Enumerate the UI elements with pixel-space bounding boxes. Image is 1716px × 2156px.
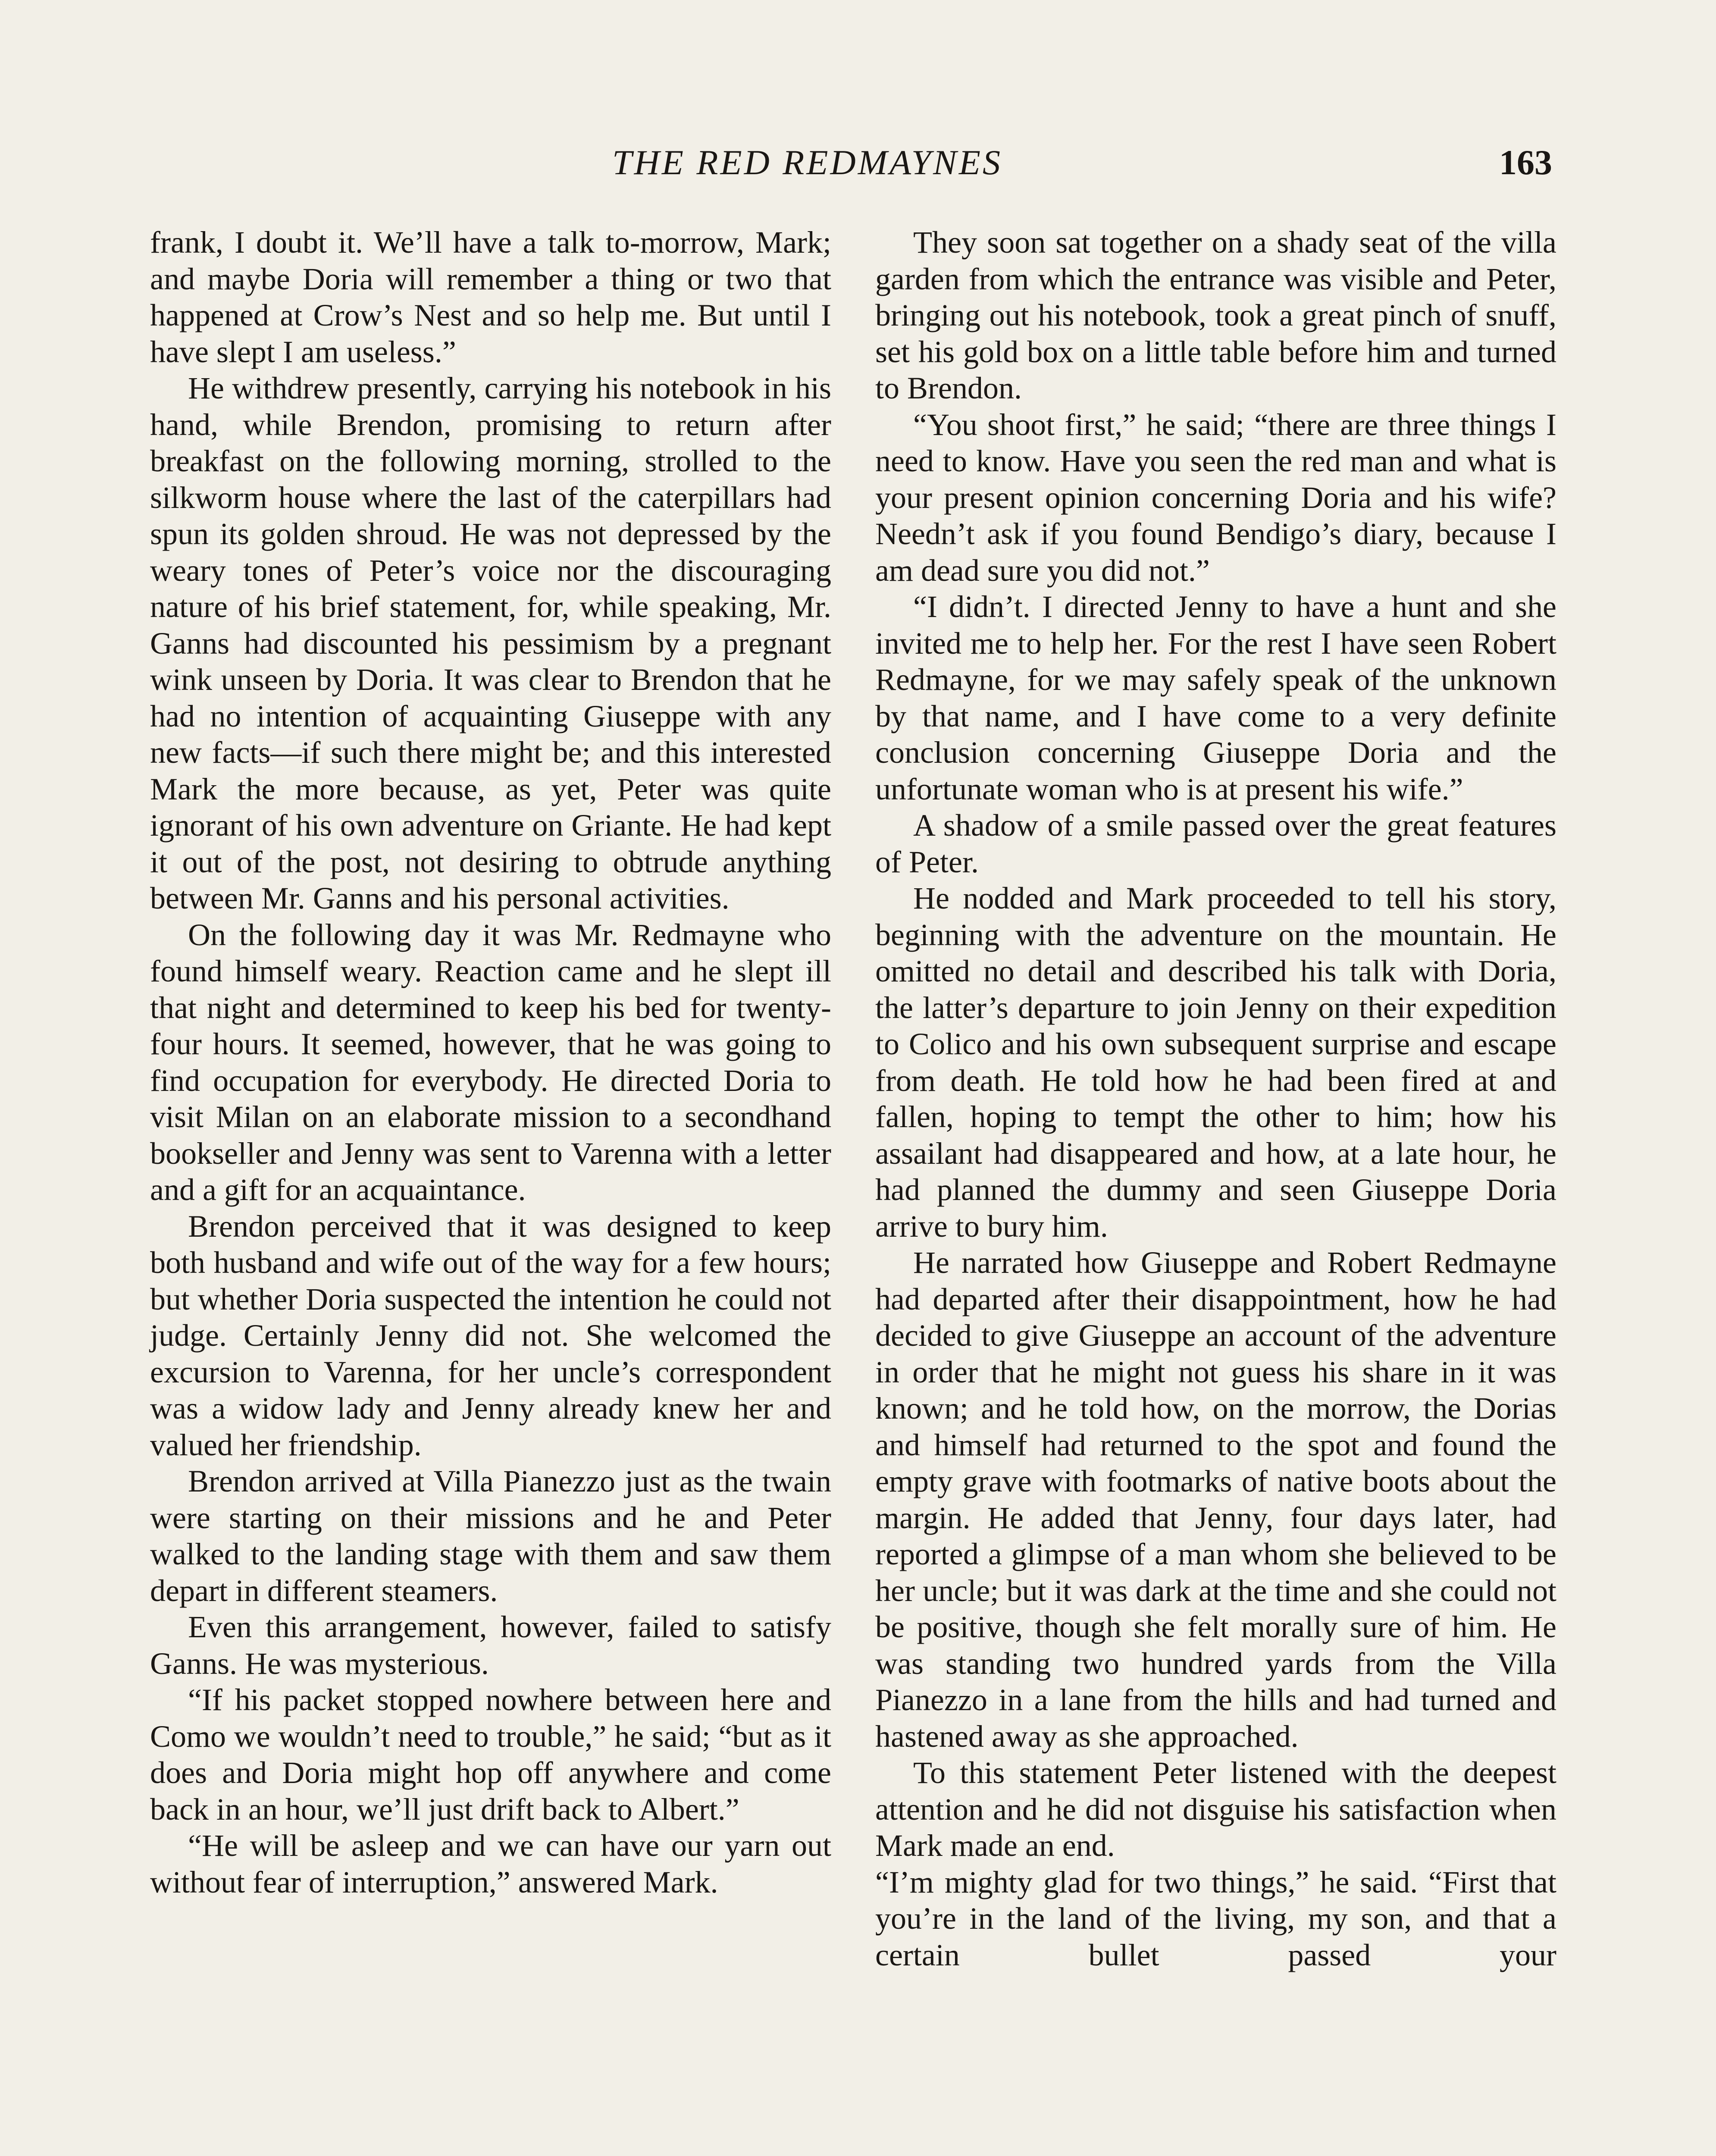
paragraph: A shadow of a smile passed over the great features of Peter. xyxy=(875,808,1556,879)
running-title: THE RED REDMAYNES xyxy=(612,143,1002,182)
paragraph: They soon sat together on a shady seat of the villa garden from which the entrance was visible and Peter, bringing out his notebook, took a great pinch of snuff, set his gold box on a little table before him and turned to Brendon. xyxy=(875,225,1556,405)
paragraph: Brendon arrived at Villa Pianezzo just as the twain were starting on their missions and he and Peter walked to the landing stage with them and saw them depart in different steamers. xyxy=(150,1464,831,1608)
paragraph: He withdrew presently, carrying his notebook in his hand, while Brendon, promising to return after breakfast on the following morning, strolled to the silkworm house where the last of the caterpillars had spun its golden shroud. He was not depressed by the weary tones of Peter’s voice nor the discouraging nature of his brief statement, for, while speaking, Mr. Ganns had discounted his pessimism by a pregnant wink unseen by Doria. It was clear to Brendon that he had no intention of acquainting Giuseppe with any new facts—if such there might be; and this interested Mark the more because, as yet, Peter was quite ignorant of his own adventure on Griante. He had kept it out of the post, not desiring to obtrude anything between Mr. Ganns and his personal activities. xyxy=(150,371,831,915)
paragraph: “You shoot first,” he said; “there are three things I need to know. Have you seen the red man and what is your present opinion concerning Doria and his wife? Needn’t ask if you found Bendigo’s diary, because I am dead sure you did not.” xyxy=(875,407,1556,588)
page-header xyxy=(147,142,1552,190)
left-column xyxy=(150,224,831,1900)
paragraph: To this statement Peter listened with the deepest attention and he did not disguise his satisfaction when Mark made an end. xyxy=(875,1755,1556,1863)
paragraph: He narrated how Giuseppe and Robert Redmayne had departed after their disappointment, how he had decided to give Giuseppe an account of the adventure in order that he might not guess his share in it was known; and he told how, on the morrow, the Dorias and himself had returned to the spot and found the empty grave with footmarks of native boots about the margin. He added that Jenny, four days later, had reported a glimpse of a man whom she believed to be her uncle; but it was dark at the time and she could not be positive, though she felt morally sure of him. He was standing two hundred yards from the Villa Pianezzo in a lane from the hills and had turned and hastened away as she approached. xyxy=(875,1245,1556,1754)
paragraph: Brendon perceived that it was designed to keep both husband and wife out of the way for a few hours; but whether Doria suspected the intention he could not judge. Certainly Jenny did not. She welcomed the excursion to Varenna, for her uncle’s correspondent was a widow lady and Jenny already knew her and valued her friendship. xyxy=(150,1209,831,1462)
paragraph: He nodded and Mark proceeded to tell his story, beginning with the adventure on the mountain. He omitted no detail and described his talk with Doria, the latter’s departure to join Jenny on their expedition to Colico and his own subsequent surprise and escape from death. He told how he had been fired at and fallen, hoping to tempt the other to him; how his assailant had disappeared and how, at a late hour, he had planned the dummy and seen Giuseppe Doria arrive to bury him. xyxy=(875,881,1556,1244)
paragraph: On the following day it was Mr. Redmayne who found himself weary. Reaction came and he slept ill that night and determined to keep his bed for twenty-four hours. It seemed, however, that he was going to find occupation for everybody. He directed Doria to visit Milan on an elaborate mission to a secondhand bookseller and Jenny was sent to Varenna with a letter and a gift for an acquaintance. xyxy=(150,917,831,1207)
paragraph: “If his packet stopped nowhere between here and Como we wouldn’t need to trouble,” he said; “but as it does and Doria might hop off anywhere and come back in an hour, we’ll just drift back to Albert.” xyxy=(150,1683,831,1827)
right-column xyxy=(875,224,1556,1973)
paragraph: “I didn’t. I directed Jenny to have a hunt and she invited me to help her. For the rest I have seen Robert Redmayne, for we may safely speak of the unknown by that name, and I have come to a very definite conclusion concerning Giuseppe Doria and the unfortunate woman who is at present his wife.” xyxy=(875,589,1556,806)
page-number: 163 xyxy=(1499,143,1552,182)
paragraph: frank, I doubt it. We’ll have a talk to-morrow, Mark; and maybe Doria will remember a thing or two that happened at Crow’s Nest and so help me. But until I have slept I am useless.” xyxy=(150,225,831,369)
paragraph: “I’m mighty glad for two things,” he said. “First that you’re in the land of the living, my son, and that a certain bullet passed your xyxy=(875,1865,1556,1972)
paragraph: “He will be asleep and we can have our yarn out without fear of interruption,” answered Mark. xyxy=(150,1828,831,1899)
paragraph: Even this arrangement, however, failed to satisfy Ganns. He was mysterious. xyxy=(150,1610,831,1681)
